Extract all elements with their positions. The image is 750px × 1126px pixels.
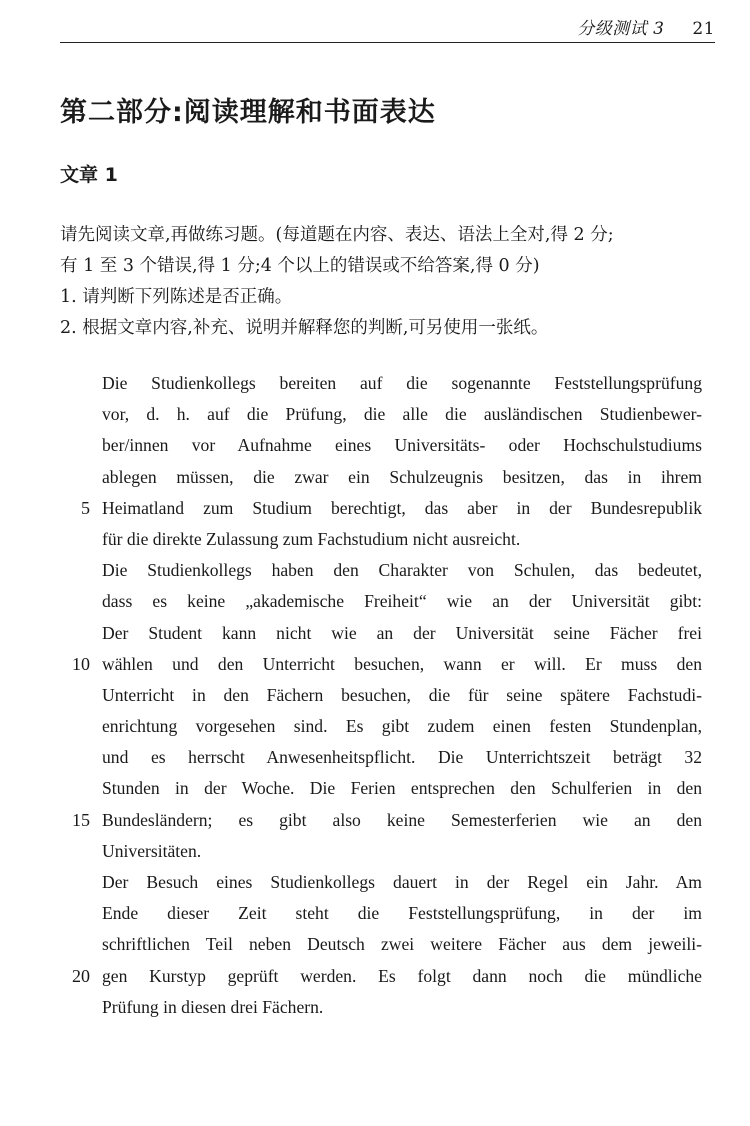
- passage-line-text: Unterricht in den Fächern besuchen, die für seine spätere Fachstudi-: [102, 684, 702, 705]
- passage-line-text: für die direkte Zulassung zum Fachstudium nicht ausreicht.: [102, 528, 521, 549]
- passage-line-text: ablegen müssen, die zwar ein Schulzeugnis besitzen, das in ihrem: [102, 466, 702, 487]
- passage-line-text: gen Kurstyp geprüft werden. Es folgt dann noch die mündliche: [102, 965, 702, 986]
- running-head: [60, 12, 715, 42]
- instruction-item: 1. 请判断下列陈述是否正确。: [60, 287, 293, 307]
- running-head-text: [577, 14, 715, 39]
- passage-line: [60, 649, 720, 680]
- passage-line-text: dass es keine „akademische Freiheit“ wie an der Universität gibt:: [102, 591, 702, 612]
- line-number: 5: [81, 497, 90, 518]
- header-rule: [60, 42, 715, 43]
- passage-line-text: enrichtung vorgesehen sind. Es gibt zudem einen festen Stundenplan,: [102, 716, 702, 737]
- passage-line: [60, 929, 720, 960]
- passage-line-text: Prüfung in diesen drei Fächern.: [102, 996, 324, 1017]
- passage-line: [60, 618, 720, 649]
- passage-line: [60, 368, 720, 399]
- passage-line-text: Bundesländern; es gibt also keine Semesterferien wie an den: [102, 809, 702, 830]
- passage-line: [60, 493, 720, 524]
- passage-line: [60, 961, 720, 992]
- passage-line: [60, 836, 720, 867]
- page-number: 21: [692, 19, 715, 39]
- passage-line-text: Ende dieser Zeit steht die Feststellungsprüfung, in der im: [102, 903, 702, 924]
- passage-line-text: ber/innen vor Aufnahme eines Universitäts- oder Hochschulstudiums: [102, 435, 702, 456]
- section-title: 分级测试 3: [577, 19, 665, 39]
- passage-line: [60, 711, 720, 742]
- passage-line: [60, 773, 720, 804]
- passage-line-text: schriftlichen Teil neben Deutsch zwei weitere Fächer aus dem jeweili-: [102, 934, 702, 955]
- instruction-line: 有 1 至 3 个错误,得 1 分;4 个以上的错误或不给答案,得 0 分): [60, 256, 540, 276]
- passage-line: [60, 586, 720, 617]
- passage-line: [60, 462, 720, 493]
- instructions: [60, 220, 730, 344]
- passage-line: [60, 555, 720, 586]
- line-number: 10: [72, 653, 90, 674]
- passage-line: [60, 742, 720, 773]
- passage-line: [60, 898, 720, 929]
- part-title: 第二部分:阅读理解和书面表达: [60, 97, 436, 128]
- passage-line-text: wählen und den Unterricht besuchen, wann er will. Er muss den: [102, 653, 702, 674]
- passage-line: [60, 992, 720, 1023]
- line-number: 20: [72, 965, 90, 986]
- passage-line-text: vor, d. h. auf die Prüfung, die alle die ausländischen Studienbewer-: [102, 404, 702, 425]
- passage-line: [60, 430, 720, 461]
- passage-line: [60, 867, 720, 898]
- passage-line-text: Die Studienkollegs haben den Charakter von Schulen, das bedeutet,: [102, 560, 702, 581]
- passage-line-text: Der Besuch eines Studienkollegs dauert in der Regel ein Jahr. Am: [102, 872, 702, 892]
- passage-line-text: Der Student kann nicht wie an der Universität seine Fächer frei: [102, 622, 702, 643]
- article-label: 文章 1: [60, 164, 118, 186]
- passage-line: [60, 805, 720, 836]
- passage-line: [60, 399, 720, 430]
- passage-line-text: und es herrscht Anwesenheitspflicht. Die Unterrichtszeit beträgt 32: [102, 747, 702, 768]
- passage-line-text: Die Studienkollegs bereiten auf die sogenannte Feststellungsprüfung: [102, 373, 702, 393]
- passage-line-text: Universitäten.: [102, 840, 202, 861]
- instruction-line: 请先阅读文章,再做练习题。(每道题在内容、表达、语法上全对,得 2 分;: [60, 225, 614, 245]
- reading-passage: [60, 368, 720, 1023]
- passage-line-text: Stunden in der Woche. Die Ferien entsprechen den Schulferien in den: [102, 778, 702, 799]
- line-number: 15: [72, 809, 90, 830]
- passage-line: [60, 524, 720, 555]
- passage-line: [60, 680, 720, 711]
- passage-line-text: Heimatland zum Studium berechtigt, das aber in der Bundesrepublik: [102, 497, 702, 518]
- instruction-item: 2. 根据文章内容,补充、说明并解释您的判断,可另使用一张纸。: [60, 318, 549, 338]
